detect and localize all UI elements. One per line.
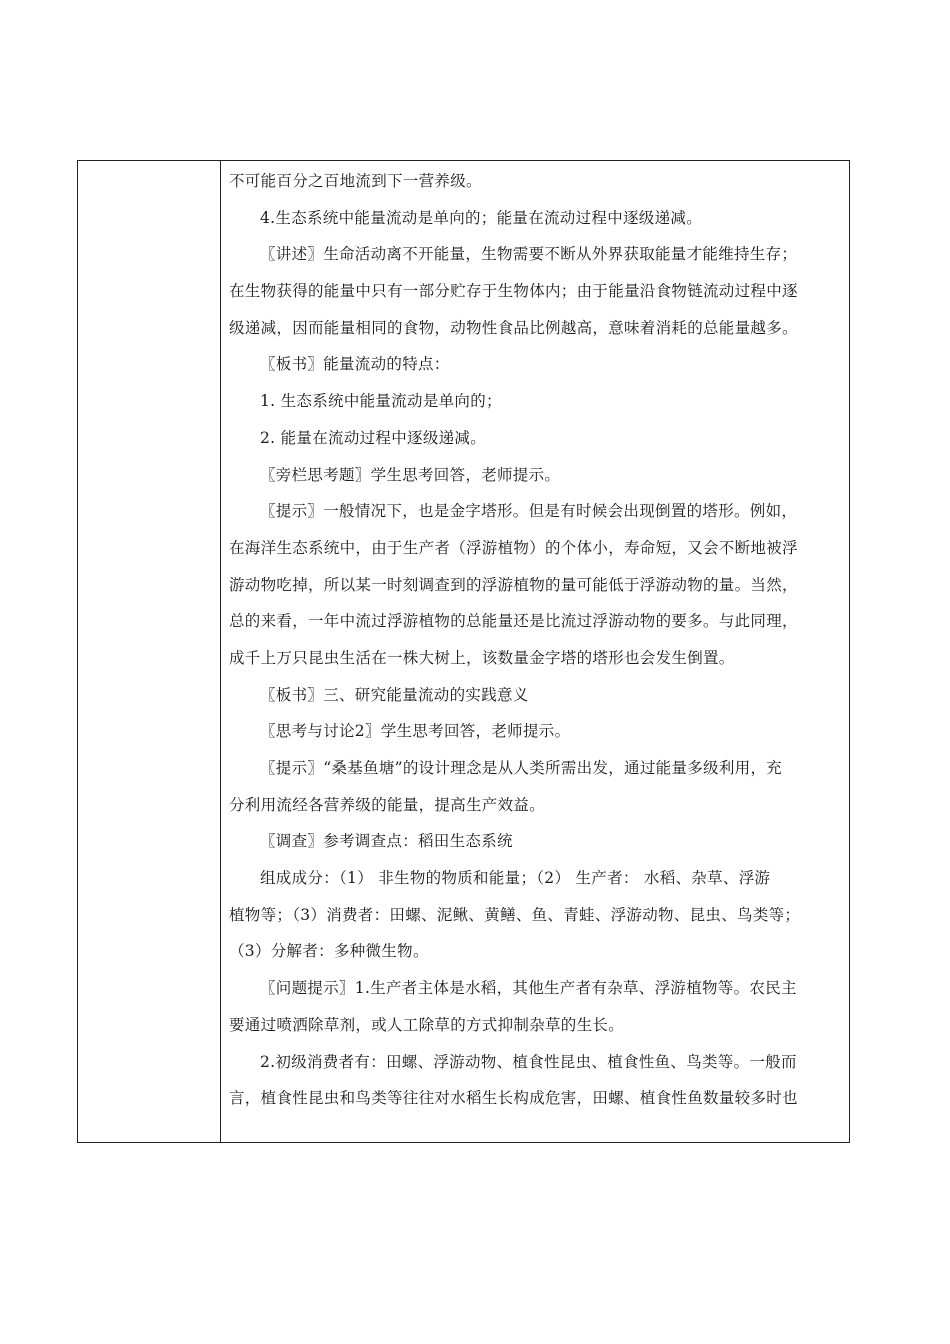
text-line: 在生物获得的能量中只有一部分贮存于生物体内；由于能量沿食物链流动过程中逐 [229,282,798,301]
text-line: 〖调查〗参考调查点：稻田生态系统 [260,832,513,851]
text-line: 组成成分：（1） 非生物的物质和能量；（2） 生产者： 水稻、杂草、浮游 [260,869,771,888]
text-line: 言，植食性昆虫和鸟类等往往对水稻生长构成危害，田螺、植食性鱼数量较多时也 [229,1089,798,1108]
text-line: 〖提示〗一般情况下，也是金字塔形。但是有时候会出现倒置的塔形。例如， [260,502,798,521]
content-table [77,160,850,1143]
text-line: 级递减，因而能量相同的食物，动物性食品比例越高，意味着消耗的总能量越多。 [229,318,798,337]
text-line: 〖板书〗三、研究能量流动的实践意义 [260,685,529,704]
text-line: 不可能百分之百地流到下一营养级。 [229,172,482,190]
text-line: 游动物吃掉，所以某一时刻调查到的浮游植物的量可能低于浮游动物的量。当然， [229,575,798,594]
text-line: 植物等；（3）消费者：田螺、泥鳅、黄鳝、鱼、青蛙、浮游动物、昆虫、鸟类等； [229,905,801,924]
text-line: 总的来看，一年中流过浮游植物的总能量还是比流过浮游动物的要多。与此同理， [229,612,798,631]
text-line: 要通过喷洒除草剂，或人工除草的方式抑制杂草的生长。 [229,1015,625,1034]
table-left-column [78,161,221,1142]
text-line: 〖思考与讨论2〗学生思考回答，老师提示。 [260,722,571,741]
text-line: 〖讲述〗生命活动离不开能量，生物需要不断从外界获取能量才能维持生存； [260,245,798,264]
text-line: 分利用流经各营养级的能量，提高生产效益。 [229,795,546,814]
text-line: 〖提示〗“桑基鱼塘”的设计理念是从人类所需出发，通过能量多级利用，充 [260,759,783,777]
text-line: 〖板书〗能量流动的特点： [260,355,450,374]
text-line: 2. 能量在流动过程中逐级递减。 [260,428,487,447]
text-line: 成千上万只昆虫生活在一株大树上，该数量金字塔的塔形也会发生倒置。 [229,648,735,667]
text-line: （3）分解者：多种微生物。 [229,942,429,961]
text-line: 〖问题提示〗1.生产者主体是水稻，其他生产者有杂草、浮游植物等。农民主 [260,979,797,998]
text-line: 〖旁栏思考题〗学生思考回答，老师提示。 [260,465,561,484]
table-right-column [221,161,848,1142]
text-line: 1. 生态系统中能量流动是单向的； [260,392,502,411]
text-line: 4.生态系统中能量流动是单向的；能量在流动过程中逐级递减。 [260,208,702,227]
text-line: 2.初级消费者有：田螺、浮游动物、植食性昆虫、植食性鱼、鸟类等。一般而 [260,1052,797,1071]
text-line: 在海洋生态系统中，由于生产者（浮游植物）的个体小，寿命短，又会不断地被浮 [229,538,798,557]
